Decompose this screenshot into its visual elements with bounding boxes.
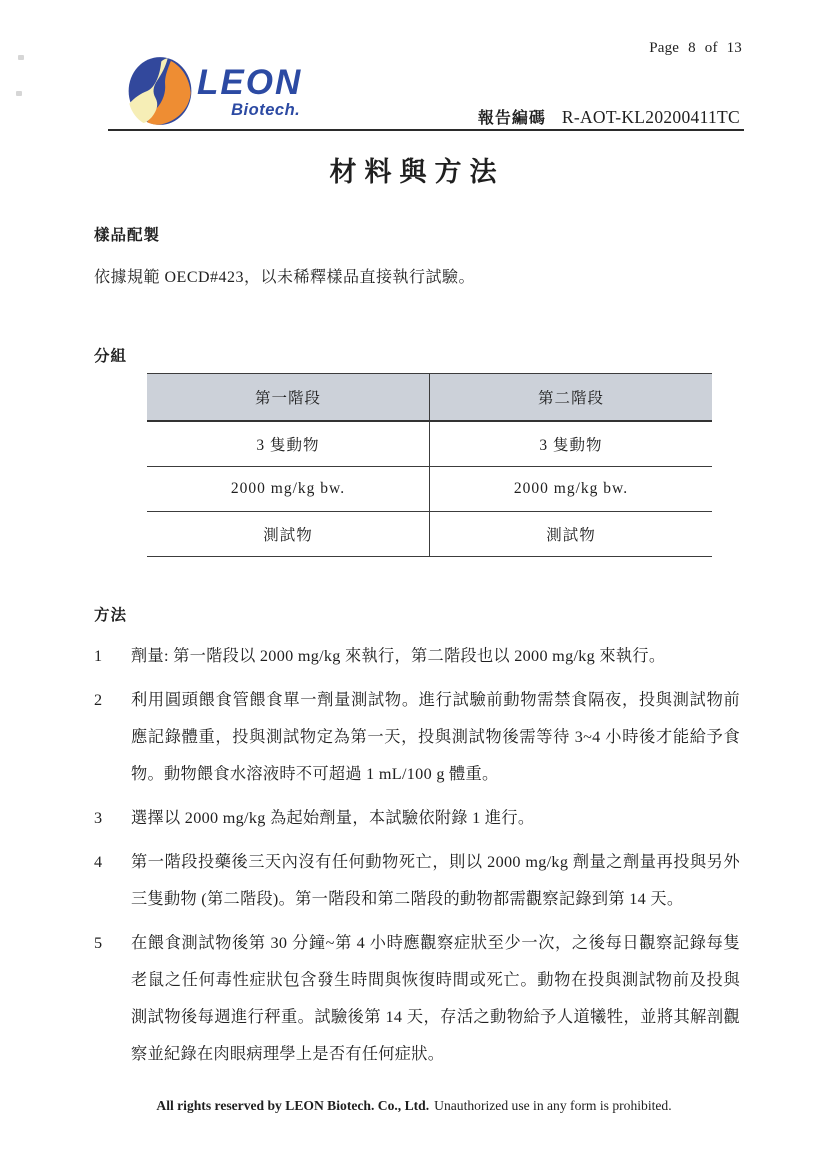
list-item xyxy=(94,844,740,918)
report-code-value: R-AOT-KL20200411TC xyxy=(561,107,740,127)
list-item-text: 利用圓頭餵食管餵食單一劑量測試物。進行試驗前動物需禁食隔夜，投與測試物前應記錄體重，投與測試物定為第一天，投與測試物後需等待 3~4 小時後才能給予食物。動物餵食水溶液時不可超過 1 mL/100 g 體重。 xyxy=(131,691,740,783)
section-heading-sample-prep: 樣品配製 xyxy=(94,227,161,244)
logo-biotech-text: Biotech. xyxy=(231,101,301,119)
table-header-stage2: 第二階段 xyxy=(430,374,713,422)
list-item-number: 1 xyxy=(94,647,103,665)
table-cell: 3 隻動物 xyxy=(430,421,713,467)
scan-artifact xyxy=(16,91,22,96)
logo-wordmark xyxy=(197,65,302,120)
table-cell: 2000 mg/kg bw. xyxy=(147,467,430,512)
table-cell: 2000 mg/kg bw. xyxy=(430,467,713,512)
table-cell: 測試物 xyxy=(147,512,430,557)
footer-regular-text: Unauthorized use in any form is prohibited. xyxy=(434,1098,672,1113)
page-number: Page 8 of 13 xyxy=(649,40,742,56)
header-rule xyxy=(108,129,744,131)
list-item xyxy=(94,682,740,793)
list-item xyxy=(94,800,740,837)
page-title: 材料與方法 xyxy=(329,157,505,187)
logo-leon-text: LEON xyxy=(197,63,303,102)
list-item-number: 5 xyxy=(94,934,103,952)
list-item-number: 2 xyxy=(94,691,103,709)
sample-prep-paragraph: 依據規範 OECD#423，以未稀釋樣品直接執行試驗。 xyxy=(94,269,476,286)
report-code-label: 報告編碼 xyxy=(477,110,546,127)
section-heading-methods: 方法 xyxy=(94,607,128,624)
table-cell: 測試物 xyxy=(546,527,596,544)
methods-list xyxy=(94,638,740,1073)
list-item-text: 劑量: 第一階段以 2000 mg/kg 來執行，第二階段也以 2000 mg/kg 來執行。 xyxy=(131,647,666,665)
table-cell: 3 隻動物 xyxy=(147,421,430,467)
list-item-number: 4 xyxy=(94,853,103,871)
table-header-row xyxy=(147,374,712,422)
list-item-text: 第一階段投藥後三天內沒有任何動物死亡，則以 2000 mg/kg 劑量之劑量再投與另外三隻動物 (第二階段)。第一階段和第二階段的動物都需觀察記錄到第 14 天。 xyxy=(131,853,740,908)
table-header-stage1: 第一階段 xyxy=(147,374,430,422)
footer-bold-text: All rights reserved by LEON Biotech. Co., Ltd. xyxy=(156,1098,430,1113)
copyright-footer xyxy=(0,1098,828,1114)
table-row xyxy=(147,512,712,557)
section-heading-grouping: 分組 xyxy=(94,348,128,365)
list-item xyxy=(94,638,740,675)
list-item-number: 3 xyxy=(94,809,103,827)
list-item xyxy=(94,925,740,1073)
leon-biotech-logo-icon xyxy=(128,56,192,126)
list-item-text: 在餵食測試物後第 30 分鐘~第 4 小時應觀察症狀至少一次，之後每日觀察記錄每隻老鼠之任何毒性症狀包含發生時間與恢復時間或死亡。動物在投與測試物前及投與測試物後每週進行秤重。試驗後第 14 天，存活之動物給予人道犧牲，並將其解剖觀察並紀錄在肉眼病理學上是否有任何症狀。 xyxy=(131,934,740,1063)
table-row xyxy=(147,421,712,467)
table-row xyxy=(147,467,712,512)
list-item-text: 選擇以 2000 mg/kg 為起始劑量，本試驗依附錄 1 進行。 xyxy=(131,809,535,827)
grouping-table xyxy=(147,373,712,557)
scan-artifact xyxy=(18,55,24,60)
report-code xyxy=(478,105,740,128)
leon-biotech-logo xyxy=(128,56,302,126)
